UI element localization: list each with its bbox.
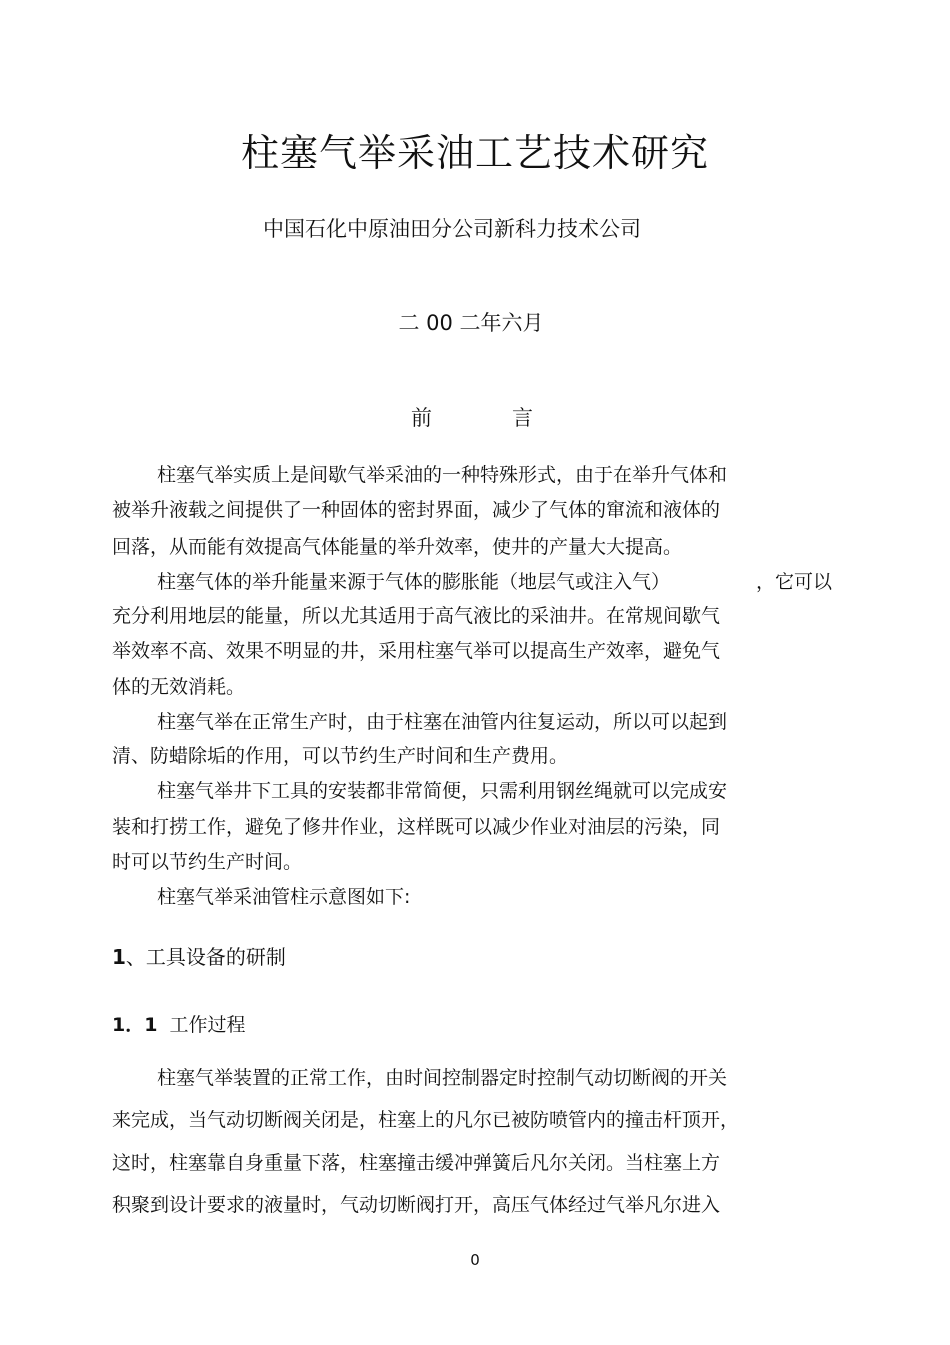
paragraph-line: 来完成，当气动切断阀关闭是，柱塞上的凡尔已被防喷管内的撞击杆顶开， xyxy=(112,1109,740,1131)
paragraph-line: 举效率不高、效果不明显的井，采用柱塞气举可以提高生产效率，避免气 xyxy=(112,640,721,662)
preface-heading xyxy=(411,402,533,432)
paragraph-line: 体的无效消耗。 xyxy=(112,676,246,698)
paragraph-line: 清、防蜡除垢的作用，可以节约生产时间和生产费用。 xyxy=(112,745,569,767)
document-date: 二 00 二年六月 xyxy=(398,311,544,335)
page-number: 0 xyxy=(470,1251,480,1269)
preface-heading-left: 前 xyxy=(411,406,432,430)
paragraph-line: 柱塞气举装置的正常工作，由时间控制器定时控制气动切断阀的开关 xyxy=(157,1067,728,1089)
paragraph-line: 柱塞气体的举升能量来源于气体的膨胀能（地层气或注入气） xyxy=(157,571,671,593)
paragraph-line: 柱塞气举在正常生产时，由于柱塞在油管内往复运动，所以可以起到 xyxy=(157,711,728,733)
document-title: 柱塞气举采油工艺技术研究 xyxy=(240,131,709,175)
paragraph-line: 柱塞气举实质上是间歇气举采油的一种特殊形式，由于在举升气体和 xyxy=(157,464,728,486)
organization-name: 中国石化中原油田分公司新科力技术公司 xyxy=(263,217,641,241)
subsection-heading xyxy=(112,1010,246,1037)
paragraph-line: 回落，从而能有效提高气体能量的举升效率，使井的产量大大提高。 xyxy=(112,536,683,558)
paragraph-line: 柱塞气举采油管柱示意图如下: xyxy=(157,886,411,908)
paragraph-line: 装和打捞工作，避免了修井作业，这样既可以减少作业对油层的污染，同 xyxy=(112,816,721,838)
paragraph-line: 这时，柱塞靠自身重量下落，柱塞撞击缓冲弹簧后凡尔关闭。当柱塞上方 xyxy=(112,1152,721,1174)
paragraph-line-continuation: ，它可以 xyxy=(756,571,833,593)
paragraph-line: 积聚到设计要求的液量时，气动切断阀打开，高压气体经过气举凡尔进入 xyxy=(112,1194,721,1216)
section-title: 、工具设备的研制 xyxy=(125,945,286,969)
section-heading xyxy=(112,941,286,970)
paragraph-line: 柱塞气举井下工具的安装都非常简便，只需利用钢丝绳就可以完成安 xyxy=(157,780,728,802)
subsection-title: 工作过程 xyxy=(169,1014,246,1036)
paragraph-line: 被举升液载之间提供了一种固体的密封界面，减少了气体的窜流和液体的 xyxy=(112,499,721,521)
paragraph-line: 时可以节约生产时间。 xyxy=(112,851,303,873)
section-number: 1 xyxy=(112,945,126,969)
subsection-number: 1．1 xyxy=(112,1014,158,1036)
preface-heading-right: 言 xyxy=(512,406,533,430)
paragraph-line: 充分利用地层的能量，所以尤其适用于高气液比的采油井。在常规间歇气 xyxy=(112,605,721,627)
